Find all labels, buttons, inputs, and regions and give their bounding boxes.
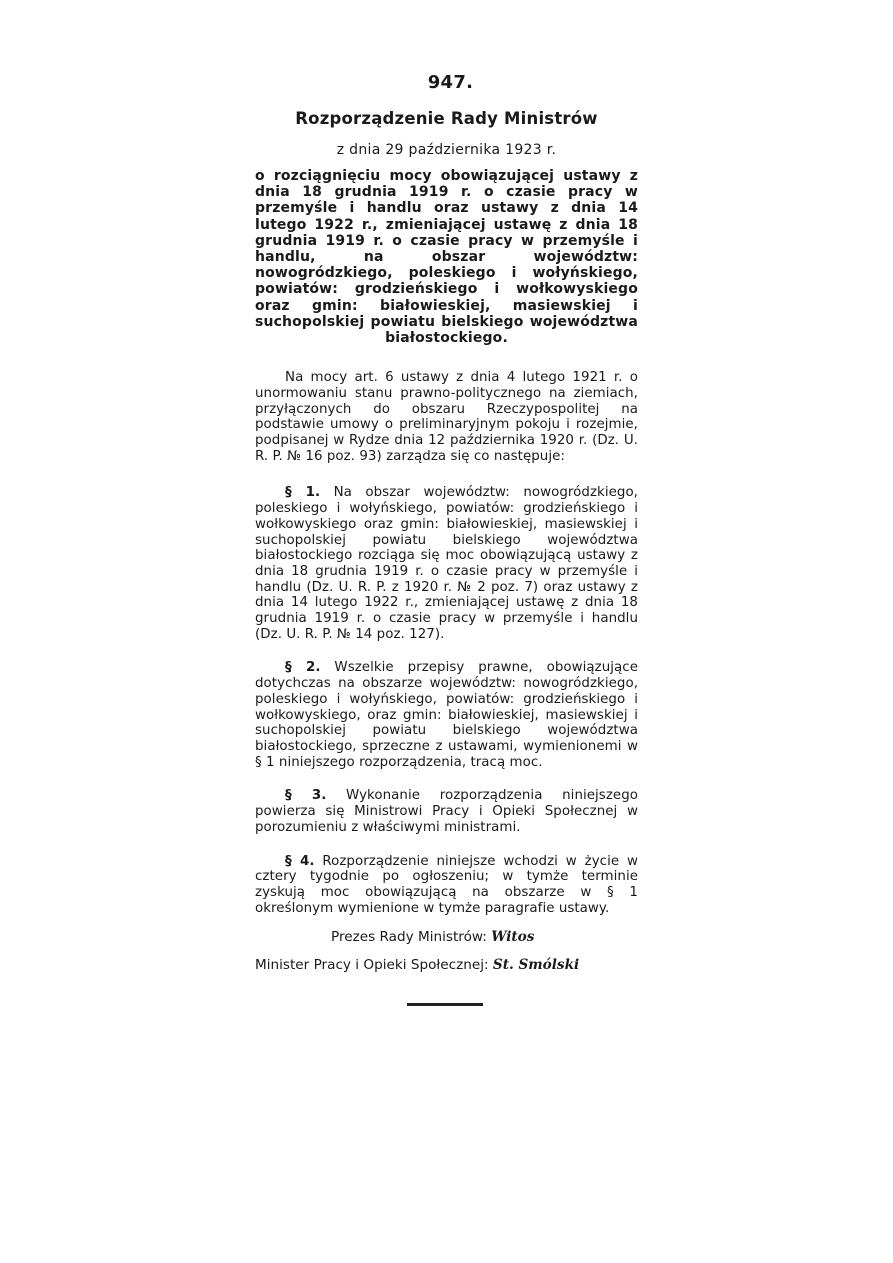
- signature-1-name: Witos: [491, 929, 535, 946]
- section-3-label: § 3.: [285, 788, 327, 804]
- section-3-text: Wykonanie rozporządzenia niniejszego powierza się Ministrowi Pracy i Opieki Społecznej w porozumieniu z właściwymi ministrami.: [255, 788, 638, 835]
- signature-labor-minister: [255, 956, 638, 974]
- section-4-label: § 4.: [285, 853, 315, 869]
- intro-paragraph: Na mocy art. 6 ustawy z dnia 4 lutego 1921 r. o unormowaniu stanu prawno-politycznego na ziemiach, przyłączonych do obszaru Rzeczypospolitej na podstawie umowy o preliminaryjnym pokoju i rozejmie, podpisanej w Rydze dnia 12 października 1920 r. (Dz. U. R. P. № 16 poz. 93) zarządza się co następuje:: [255, 370, 638, 464]
- section-1-text: Na obszar województw: nowogródzkiego, poleskiego i wołyńskiego, powiatów: grodzieńskiego i wołkowyskiego oraz gmin: białowieskiej, masiewskiej i suchopolskiej powiatu bielskiego województwa białostockiego rozciąga się moc obowiązującą ustawy z dnia 18 grudnia 1919 r. o czasie pracy w przemyśle i handlu (Dz. U. R. P. z 1920 r. № 2 poz. 7) oraz ustawy z dnia 14 lutego 1922 r., zmieniającej ustawę z dnia 18 grudnia 1919 r. o czasie pracy w przemyśle i handlu (Dz. U. R. P. № 14 poz. 127).: [255, 485, 638, 642]
- signature-2-role: Minister Pracy i Opieki Społecznej:: [255, 957, 489, 974]
- end-divider: [407, 1003, 483, 1006]
- signature-1-role: Prezes Rady Ministrów:: [331, 929, 487, 946]
- document-title: Rozporządzenie Rady Ministrów: [295, 109, 598, 128]
- section-2-label: § 2.: [285, 660, 321, 676]
- section-3: [255, 788, 638, 835]
- section-1: [255, 485, 638, 642]
- signature-prime-minister: [255, 928, 638, 946]
- section-4-text: Rozporządzenie niniejsze wchodzi w życie w cztery tygodnie po ogłoszeniu; w tymże terminie zyskują moc obowiązującą na obszarze w § 1 określonym wymienione w tymże paragrafie ustawy.: [255, 853, 638, 916]
- section-2: [255, 660, 638, 770]
- section-1-label: § 1.: [285, 485, 321, 501]
- date-line: z dnia 29 października 1923 r.: [336, 142, 557, 158]
- section-2-text: Wszelkie przepisy prawne, obowiązujące dotychczas na obszarze województw: nowogródzkiego, poleskiego i wołyńskiego, powiatów: grodzieńskiego i wołkowyskiego, oraz gmin: białowieskiej, masiewskiej i suchopolskiej powiatu bielskiego województwa białostockiego, sprzeczne z ustawami, wymienionemi w § 1 niniejszego rozporządzenia, tracą moc.: [255, 660, 639, 770]
- document-page: [255, 70, 638, 974]
- page-number: 947.: [427, 72, 474, 93]
- section-4: [255, 854, 638, 917]
- signature-2-name: St. Smólski: [492, 957, 580, 974]
- subject-heading: o rozciągnięciu mocy obowiązującej ustawy z dnia 18 grudnia 1919 r. o czasie pracy w przemyśle i handlu oraz ustawy z dnia 14 lutego 1922 r., zmieniającej ustawę z dnia 18 grudnia 1919 r. o czasie pracy w przemyśle i handlu, na obszar województw: nowogródzkiego, poleskiego i wołyńskiego, powiatów: grodzieńskiego i wołkowyskiego oraz gmin: białowieskiej, masiewskiej i suchopolskiej powiatu bielskiego województwa białostockiego.: [255, 168, 638, 347]
